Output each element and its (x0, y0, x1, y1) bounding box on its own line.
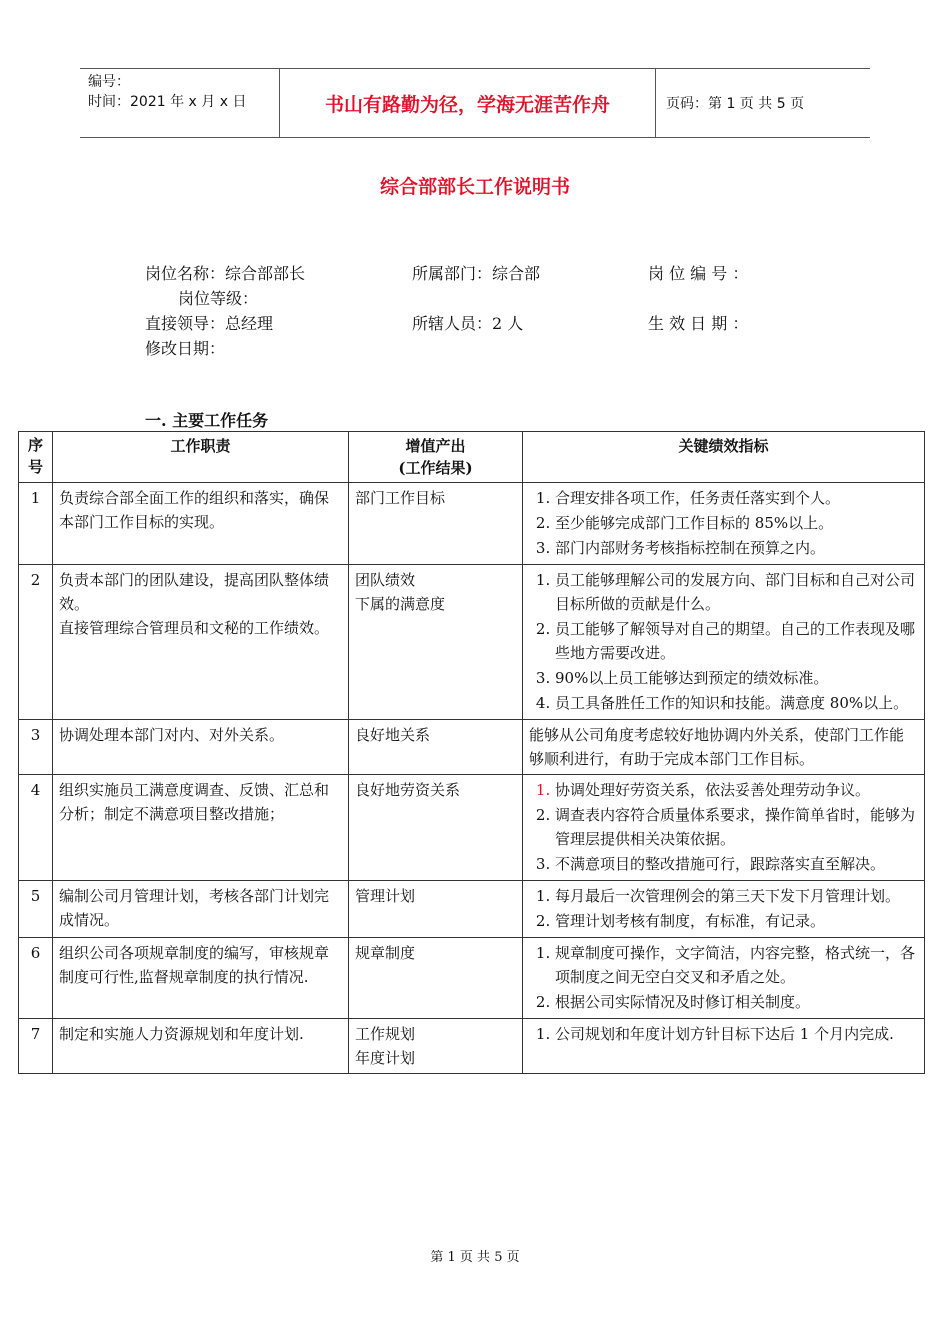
table-row (19, 720, 925, 775)
row-no: 1 (19, 483, 53, 565)
row-duty (53, 565, 349, 720)
row-kpi (523, 881, 925, 938)
row-duty: 制定和实施人力资源规划和年度计划. (53, 1019, 349, 1074)
document-title: 综合部部长工作说明书 (379, 176, 570, 198)
row-duty: 协调处理本部门对内、对外关系。 (53, 720, 349, 775)
kpi-item: 2. 管理计划考核有制度，有标准，有记录。 (555, 909, 918, 933)
header-seq: 序 号 (19, 432, 53, 483)
section-title: 一. 主要工作任务 (145, 411, 269, 430)
header-output (349, 432, 523, 483)
kpi-item: 1. 合理安排各项工作，任务责任落实到个人。 (555, 486, 918, 510)
kpi-item: 3. 90%以上员工能够达到预定的绩效标准。 (555, 666, 918, 690)
row-no: 6 (19, 938, 53, 1019)
info-post-no: 岗 位 编 号 ： (648, 264, 749, 283)
row-output: 规章制度 (349, 938, 523, 1019)
header-kpi: 关键绩效指标 (523, 432, 925, 483)
row-duty: 组织公司各项规章制度的编写，审核规章制度可行性,监督规章制度的执行情况. (53, 938, 349, 1019)
row-output (349, 565, 523, 720)
kpi-item-text: 协调处理好劳资关系，依法妥善处理劳动争议。 (555, 781, 871, 799)
row-duty: 组织实施员工满意度调查、反馈、汇总和分析；制定不满意项目整改措施； (53, 775, 349, 881)
kpi-item: 2. 至少能够完成部门工作目标的 85%以上。 (555, 511, 918, 535)
kpi-item (555, 778, 918, 802)
table-row (19, 1019, 925, 1074)
row-no: 2 (19, 565, 53, 720)
header-motto: 书山有路勤为径，学海无涯苦作舟 (280, 69, 656, 137)
table-row (19, 938, 925, 1019)
row-no: 5 (19, 881, 53, 938)
row-output: 部门工作目标 (349, 483, 523, 565)
kpi-item: 2. 根据公司实际情况及时修订相关制度。 (555, 990, 918, 1014)
kpi-item: 3. 部门内部财务考核指标控制在预算之内。 (555, 536, 918, 560)
row-no: 4 (19, 775, 53, 881)
row-kpi: 能够从公司角度考虑较好地协调内外关系，使部门工作能够顺利进行，有助于完成本部门工作目标。 (523, 720, 925, 775)
kpi-item: 1. 规章制度可操作，文字简洁，内容完整，格式统一，各项制度之间无空白交叉和矛盾之处。 (555, 941, 918, 989)
kpi-item: 2. 员工能够了解领导对自己的期望。自己的工作表现及哪些地方需要改进。 (555, 617, 918, 665)
info-leader: 直接领导：总经理 (145, 314, 274, 333)
kpi-item: 1. 员工能够理解公司的发展方向、部门目标和自己对公司目标所做的贡献是什么。 (555, 568, 918, 616)
row-output-line: 年度计划 (355, 1049, 416, 1067)
info-effective-date: 生 效 日 期 ： (648, 314, 749, 333)
header-duty: 工作职责 (53, 432, 349, 483)
info-post-name: 岗位名称：综合部部长 (145, 264, 306, 283)
table-row (19, 775, 925, 881)
row-duty-line: 直接管理综合管理员和文秘的工作绩效。 (59, 619, 330, 637)
header-meta (80, 69, 280, 137)
row-output: 管理计划 (349, 881, 523, 938)
row-no: 3 (19, 720, 53, 775)
info-dept: 所属部门：综合部 (412, 264, 541, 283)
page-footer: 第 1 页 共 5 页 (430, 1250, 520, 1265)
row-output-line: 团队绩效 (355, 571, 416, 589)
kpi-item: 4. 员工具备胜任工作的知识和技能。满意度 80%以上。 (555, 691, 918, 715)
kpi-item: 1. 公司规划和年度计划方针目标下达后 1 个月内完成. (555, 1022, 918, 1046)
info-post-level: 岗位等级： (178, 289, 259, 308)
row-kpi (523, 775, 925, 881)
row-kpi (523, 483, 925, 565)
row-kpi (523, 938, 925, 1019)
table-row (19, 565, 925, 720)
row-duty: 编制公司月管理计划，考核各部门计划完成情况。 (53, 881, 349, 938)
row-no: 7 (19, 1019, 53, 1074)
row-duty-line: 负责本部门的团队建设，提高团队整体绩效。 (59, 571, 330, 613)
table-header-row (19, 432, 925, 483)
header-output-line1: 增值产出 (405, 437, 466, 455)
kpi-item: 2. 调查表内容符合质量体系要求，操作简单省时，能够为管理层提供相关决策依据。 (555, 803, 918, 851)
duties-table (18, 431, 925, 1074)
header-page-label: 页码：第 1 页 共 5 页 (666, 96, 805, 112)
kpi-item: 3. 不满意项目的整改措施可行，跟踪落实直至解决。 (555, 852, 918, 876)
doc-number-label: 编号： (88, 74, 130, 90)
info-subordinates: 所辖人员：2 人 (412, 314, 524, 333)
row-kpi (523, 565, 925, 720)
row-output-line: 工作规划 (355, 1025, 416, 1043)
row-duty: 负责综合部全面工作的组织和落实，确保本部门工作目标的实现。 (53, 483, 349, 565)
kpi-item: 1. 每月最后一次管理例会的第三天下发下月管理计划。 (555, 884, 918, 908)
row-output: 良好地关系 (349, 720, 523, 775)
doc-date-label: 时间：2021 年 x 月 x 日 (88, 94, 247, 110)
table-row (19, 881, 925, 938)
page-header (80, 68, 870, 138)
row-output: 良好地劳资关系 (349, 775, 523, 881)
header-output-line2: (工作结果) (398, 459, 473, 477)
table-row (19, 483, 925, 565)
row-kpi (523, 1019, 925, 1074)
info-revised-date: 修改日期： (145, 339, 226, 358)
row-output-line: 下属的满意度 (355, 595, 446, 613)
row-output (349, 1019, 523, 1074)
